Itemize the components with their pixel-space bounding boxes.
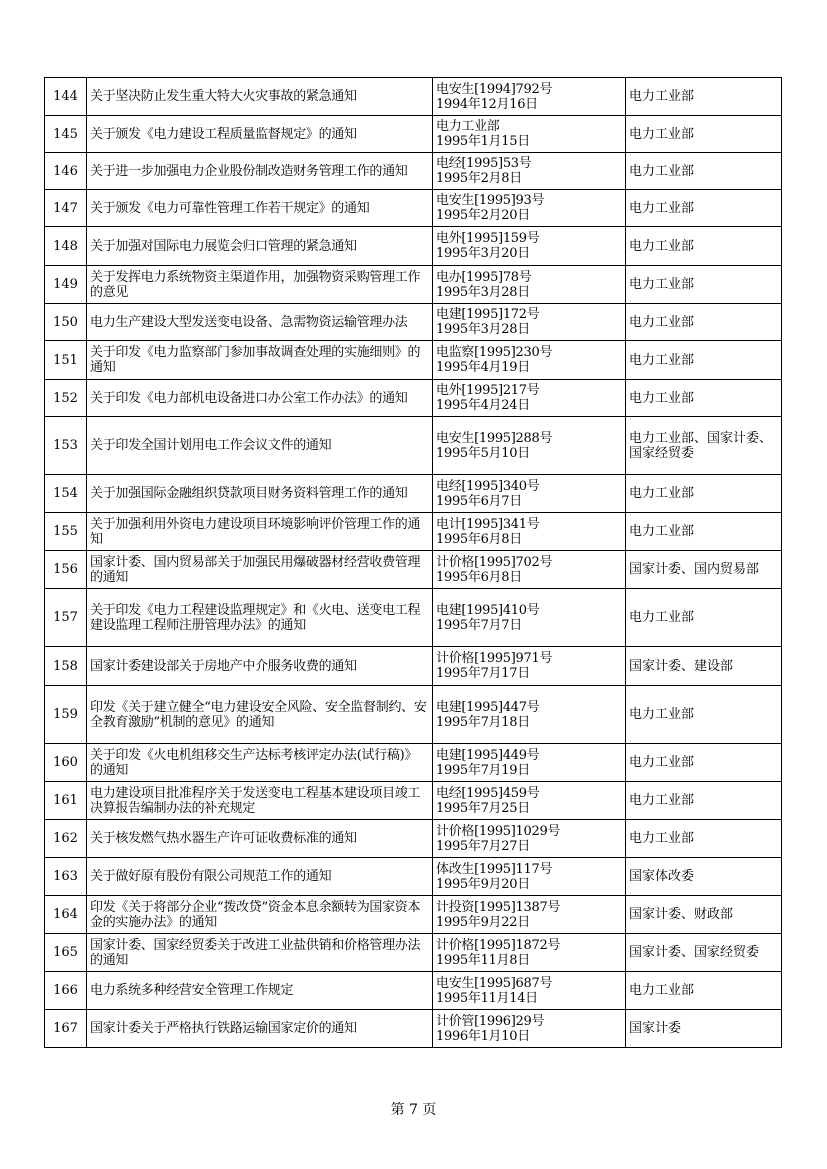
issue-date: 1995年1月15日 xyxy=(436,134,530,149)
table-row xyxy=(45,686,782,744)
document-number-cell xyxy=(433,266,626,304)
document-number: 电建[1995]449号 xyxy=(436,747,540,763)
table-row xyxy=(45,475,782,513)
issuing-authority: 国家计委 xyxy=(626,1010,782,1048)
row-number: 152 xyxy=(45,380,87,417)
row-number: 164 xyxy=(45,896,87,934)
document-number-cell xyxy=(433,380,626,417)
issuing-authority: 电力工业部 xyxy=(626,341,782,380)
document-title: 关于印发《火电机组移交生产达标考核评定办法(试行稿)》的通知 xyxy=(87,744,433,782)
issuing-authority: 电力工业部 xyxy=(626,78,782,116)
issue-date: 1995年6月7日 xyxy=(436,493,522,509)
document-title: 关于颁发《电力可靠性管理工作若干规定》的通知 xyxy=(87,190,433,227)
document-number-cell xyxy=(433,972,626,1010)
row-number: 156 xyxy=(45,551,87,589)
document-number-cell xyxy=(433,782,626,820)
document-title: 电力系统多种经营安全管理工作规定 xyxy=(87,972,433,1010)
document-title: 国家计委关于严格执行铁路运输国家定价的通知 xyxy=(87,1010,433,1048)
issuing-authority: 电力工业部 xyxy=(626,475,782,513)
issue-date: 1995年4月19日 xyxy=(436,360,530,375)
document-title: 关于颁发《电力建设工程质量监督规定》的通知 xyxy=(87,116,433,153)
table-row xyxy=(45,858,782,896)
issue-date: 1995年9月20日 xyxy=(436,876,530,892)
document-number-cell xyxy=(433,858,626,896)
document-number: 电建[1995]410号 xyxy=(436,602,540,618)
issue-date: 1995年7月27日 xyxy=(436,838,530,854)
issuing-authority: 电力工业部、国家计委、 国家经贸委 xyxy=(626,417,782,475)
document-number: 计价格[1995]971号 xyxy=(436,651,553,666)
document-number-cell xyxy=(433,116,626,153)
row-number: 161 xyxy=(45,782,87,820)
issuing-authority: 电力工业部 xyxy=(626,686,782,744)
issuing-authority: 电力工业部 xyxy=(626,266,782,304)
issuing-authority: 电力工业部 xyxy=(626,304,782,341)
document-number-cell xyxy=(433,475,626,513)
document-number: 计价管[1996]29号 xyxy=(436,1013,545,1029)
document-number: 电建[1995]447号 xyxy=(436,699,540,715)
document-title: 国家计委、国内贸易部关于加强民用爆破器材经营收费管理的通知 xyxy=(87,551,433,589)
issue-date: 1995年3月20日 xyxy=(436,246,530,261)
document-title: 关于印发全国计划用电工作会议文件的通知 xyxy=(87,417,433,475)
table-row xyxy=(45,304,782,341)
issuing-authority: 电力工业部 xyxy=(626,972,782,1010)
document-number: 电外[1995]217号 xyxy=(436,383,540,398)
document-title: 国家计委、国家经贸委关于改进工业盐供销和价格管理办法的通知 xyxy=(87,934,433,972)
document-number-cell xyxy=(433,304,626,341)
table-row xyxy=(45,744,782,782)
issue-date: 1995年2月20日 xyxy=(436,208,530,223)
row-number: 145 xyxy=(45,116,87,153)
table-row xyxy=(45,647,782,686)
issuing-authority: 电力工业部 xyxy=(626,153,782,190)
row-number: 149 xyxy=(45,266,87,304)
document-number: 电计[1995]341号 xyxy=(436,516,540,532)
document-number: 电监察[1995]230号 xyxy=(436,345,553,360)
document-number-cell xyxy=(433,647,626,686)
issue-date: 1996年1月10日 xyxy=(436,1028,530,1044)
table-body xyxy=(45,78,782,1048)
issue-date: 1995年7月19日 xyxy=(436,762,530,778)
issuing-authority: 电力工业部 xyxy=(626,380,782,417)
table-row xyxy=(45,820,782,858)
document-title: 关于坚决防止发生重大特大火灾事故的紧急通知 xyxy=(87,78,433,116)
issuing-authority: 电力工业部 xyxy=(626,227,782,266)
document-number: 体改生[1995]117号 xyxy=(436,861,553,877)
document-number: 电经[1995]53号 xyxy=(436,156,532,171)
document-title: 关于核发燃气热水器生产许可证收费标准的通知 xyxy=(87,820,433,858)
table-row xyxy=(45,972,782,1010)
table-row xyxy=(45,551,782,589)
document-number-cell xyxy=(433,153,626,190)
issue-date: 1995年6月8日 xyxy=(436,531,522,547)
row-number: 147 xyxy=(45,190,87,227)
document-number: 电经[1995]340号 xyxy=(436,478,540,494)
document-number: 电外[1995]159号 xyxy=(436,231,540,246)
table-row xyxy=(45,116,782,153)
table-row xyxy=(45,896,782,934)
issuing-authority: 国家计委、国内贸易部 xyxy=(626,551,782,589)
document-title: 国家计委建设部关于房地产中介服务收费的通知 xyxy=(87,647,433,686)
table-row xyxy=(45,227,782,266)
document-number: 计价格[1995]1029号 xyxy=(436,823,561,839)
document-number: 电力工业部 xyxy=(436,119,500,134)
issuing-authority: 国家体改委 xyxy=(626,858,782,896)
table-row xyxy=(45,1010,782,1048)
page-number: 第 7 页 xyxy=(390,1102,437,1118)
document-number: 电安生[1995]93号 xyxy=(436,193,545,208)
row-number: 167 xyxy=(45,1010,87,1048)
issuing-authority: 电力工业部 xyxy=(626,116,782,153)
document-number-cell xyxy=(433,551,626,589)
row-number: 154 xyxy=(45,475,87,513)
document-title: 电力建设项目批准程序关于发送变电工程基本建设项目竣工决算报告编制办法的补充规定 xyxy=(87,782,433,820)
document-title: 关于进一步加强电力企业股份制改造财务管理工作的通知 xyxy=(87,153,433,190)
issuing-authority: 国家计委、财政部 xyxy=(626,896,782,934)
row-number: 163 xyxy=(45,858,87,896)
table-row xyxy=(45,341,782,380)
issue-date: 1995年6月8日 xyxy=(436,569,522,585)
issue-date: 1995年4月24日 xyxy=(436,398,530,413)
row-number: 144 xyxy=(45,78,87,116)
table-row xyxy=(45,78,782,116)
document-number: 电安生[1995]687号 xyxy=(436,975,553,991)
row-number: 151 xyxy=(45,341,87,380)
document-number: 计价格[1995]702号 xyxy=(436,554,553,570)
row-number: 150 xyxy=(45,304,87,341)
document-number-cell xyxy=(433,934,626,972)
table-row xyxy=(45,782,782,820)
document-number-cell xyxy=(433,78,626,116)
document-number-cell xyxy=(433,589,626,647)
issuing-authority: 电力工业部 xyxy=(626,589,782,647)
issue-date: 1995年11月8日 xyxy=(436,952,530,968)
row-number: 153 xyxy=(45,417,87,475)
document-title: 关于印发《电力工程建设监理规定》和《火电、送变电工程建设监理工程师注册管理办法》的通知 xyxy=(87,589,433,647)
table-row xyxy=(45,380,782,417)
document-title: 关于加强利用外资电力建设项目环境影响评价管理工作的通知 xyxy=(87,513,433,551)
document-number: 电安生[1995]288号 xyxy=(436,430,553,446)
issue-date: 1995年5月10日 xyxy=(436,445,530,461)
issuing-authority: 电力工业部 xyxy=(626,190,782,227)
table-row xyxy=(45,266,782,304)
document-title: 关于印发《电力部机电设备进口办公室工作办法》的通知 xyxy=(87,380,433,417)
issuing-authority: 电力工业部 xyxy=(626,820,782,858)
document-number: 电经[1995]459号 xyxy=(436,785,540,801)
issue-date: 1995年9月22日 xyxy=(436,914,530,930)
document-number-cell xyxy=(433,686,626,744)
issue-date: 1995年3月28日 xyxy=(436,284,530,300)
issue-date: 1995年2月8日 xyxy=(436,171,522,186)
table-row xyxy=(45,589,782,647)
issue-date: 1994年12月16日 xyxy=(436,96,538,112)
document-number-cell xyxy=(433,513,626,551)
row-number: 162 xyxy=(45,820,87,858)
issue-date: 1995年3月28日 xyxy=(436,322,530,337)
issue-date: 1995年7月18日 xyxy=(436,714,530,730)
document-title: 关于印发《电力监察部门参加事故调查处理的实施细则》的通知 xyxy=(87,341,433,380)
document-number-cell xyxy=(433,896,626,934)
issue-date: 1995年11月14日 xyxy=(436,990,538,1006)
document-number-cell xyxy=(433,417,626,475)
issuing-authority: 电力工业部 xyxy=(626,782,782,820)
document-number-cell xyxy=(433,190,626,227)
document-number-cell xyxy=(433,341,626,380)
document-number-cell xyxy=(433,820,626,858)
document-number: 计投资[1995]1387号 xyxy=(436,899,561,915)
table-row xyxy=(45,417,782,475)
document-number-cell xyxy=(433,744,626,782)
document-number-cell xyxy=(433,227,626,266)
issuing-authority: 电力工业部 xyxy=(626,513,782,551)
document-number: 计价格[1995]1872号 xyxy=(436,937,561,953)
row-number: 146 xyxy=(45,153,87,190)
document-title: 印发《关于建立健全“电力建设安全风险、安全监督制约、安全教育激励”机制的意见》的通知 xyxy=(87,686,433,744)
document-number-cell xyxy=(433,1010,626,1048)
table-row xyxy=(45,513,782,551)
issue-date: 1995年7月7日 xyxy=(436,617,522,633)
document-title: 电力生产建设大型发送变电设备、急需物资运输管理办法 xyxy=(87,304,433,341)
row-number: 158 xyxy=(45,647,87,686)
document-table xyxy=(44,77,782,1048)
document-title: 关于发挥电力系统物资主渠道作用，加强物资采购管理工作的意见 xyxy=(87,266,433,304)
issuing-authority: 国家计委、国家经贸委 xyxy=(626,934,782,972)
document-title: 印发《关于将部分企业“拨改贷”资金本息余额转为国家资本金的实施办法》的通知 xyxy=(87,896,433,934)
row-number: 155 xyxy=(45,513,87,551)
issuing-authority: 国家计委、建设部 xyxy=(626,647,782,686)
document-number: 电安生[1994]792号 xyxy=(436,81,553,97)
table-row xyxy=(45,190,782,227)
document-title: 关于加强对国际电力展览会归口管理的紧急通知 xyxy=(87,227,433,266)
document-number: 电建[1995]172号 xyxy=(436,307,540,322)
row-number: 157 xyxy=(45,589,87,647)
issuing-authority: 电力工业部 xyxy=(626,744,782,782)
document-title: 关于加强国际金融组织贷款项目财务资料管理工作的通知 xyxy=(87,475,433,513)
table-row xyxy=(45,153,782,190)
row-number: 148 xyxy=(45,227,87,266)
document-title: 关于做好原有股份有限公司规范工作的通知 xyxy=(87,858,433,896)
row-number: 166 xyxy=(45,972,87,1010)
issue-date: 1995年7月25日 xyxy=(436,800,530,816)
row-number: 160 xyxy=(45,744,87,782)
table-row xyxy=(45,934,782,972)
issue-date: 1995年7月17日 xyxy=(436,666,530,681)
document-number: 电办[1995]78号 xyxy=(436,269,532,285)
row-number: 159 xyxy=(45,686,87,744)
row-number: 165 xyxy=(45,934,87,972)
